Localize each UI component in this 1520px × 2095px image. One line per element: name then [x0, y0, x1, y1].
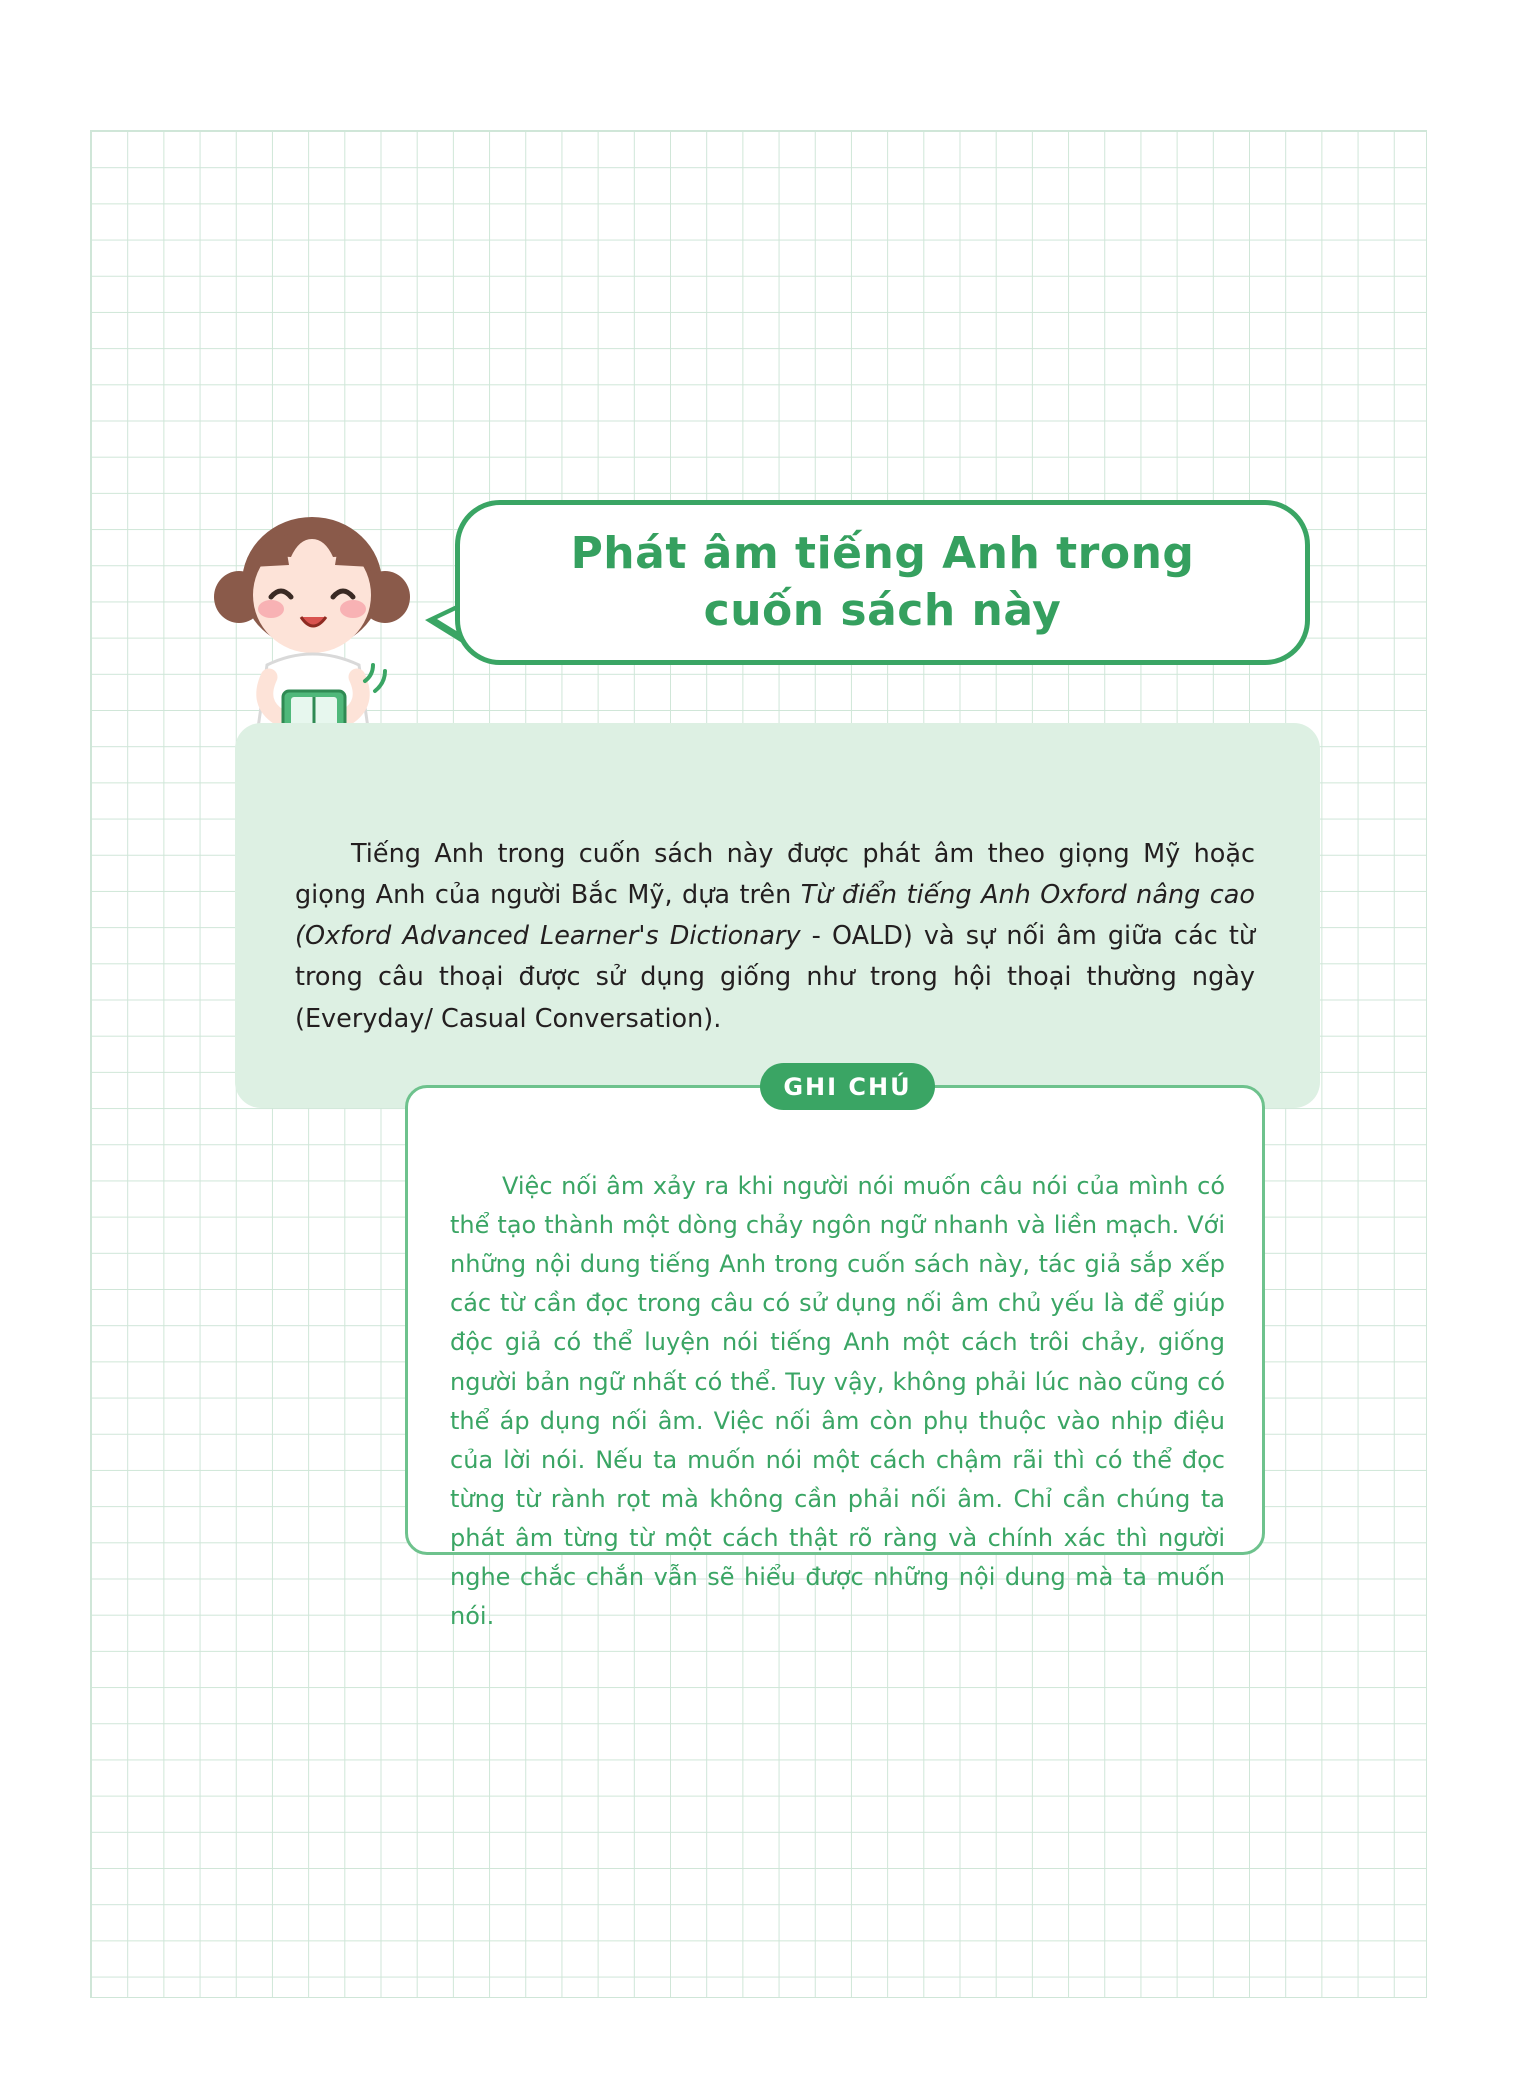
intro-text-italic: Từ điển tiếng Anh Oxford nâng cao (Oxford Advanced Learner's Dictionary [295, 879, 1255, 952]
page-title [545, 526, 1221, 639]
note-badge [760, 1063, 935, 1110]
note-badge-label: GHI CHÚ [783, 1072, 912, 1101]
page-title-line-1: Phát âm tiếng Anh trong [570, 528, 1195, 580]
note-card [405, 1085, 1265, 1631]
girl-with-book-mascot [205, 505, 420, 740]
intro-panel [235, 723, 1320, 1108]
intro-paragraph [295, 834, 1255, 1040]
intro-text-after: - OALD) và sự nối âm giữa các từ trong câu thoại được sử dụng giống như trong hội thoại thường ngày (Everyday/ Casual Conversation). [295, 921, 1255, 1034]
note-paragraph: Việc nối âm xảy ra khi người nói muốn câu nói của mình có thể tạo thành một dòng chảy ngôn ngữ nhanh và liền mạch. Với những nội dung tiếng Anh trong cuốn sách này, tác giả sắp xếp các từ cần đọc trong câu có sử dụng nối âm chủ yếu là để giúp độc giả có thể luyện nói tiếng Anh một cách trôi chảy, giống người bản ngữ nhất có thể. Tuy vậy, không phải lúc nào cũng có thể áp dụng nối âm. Việc nối âm còn phụ thuộc vào nhịp điệu của lời nói. Nếu ta muốn nói một cách chậm rãi thì có thể đọc từng từ rành rọt mà không cần phải nối âm. Chỉ cần chúng ta phát âm từng từ một cách thật rõ ràng và chính xác thì người nghe chắc chắn vẫn sẽ hiểu được những nội dung mà ta muốn nói. [450, 1172, 1225, 1631]
page-title-line-2: cuốn sách này [703, 584, 1062, 636]
title-speech-bubble [455, 500, 1310, 665]
intro-text-before: Tiếng Anh trong cuốn sách này được phát âm theo giọng Mỹ hoặc giọng Anh của người Bắc Mỹ, dựa trên [295, 838, 1255, 910]
